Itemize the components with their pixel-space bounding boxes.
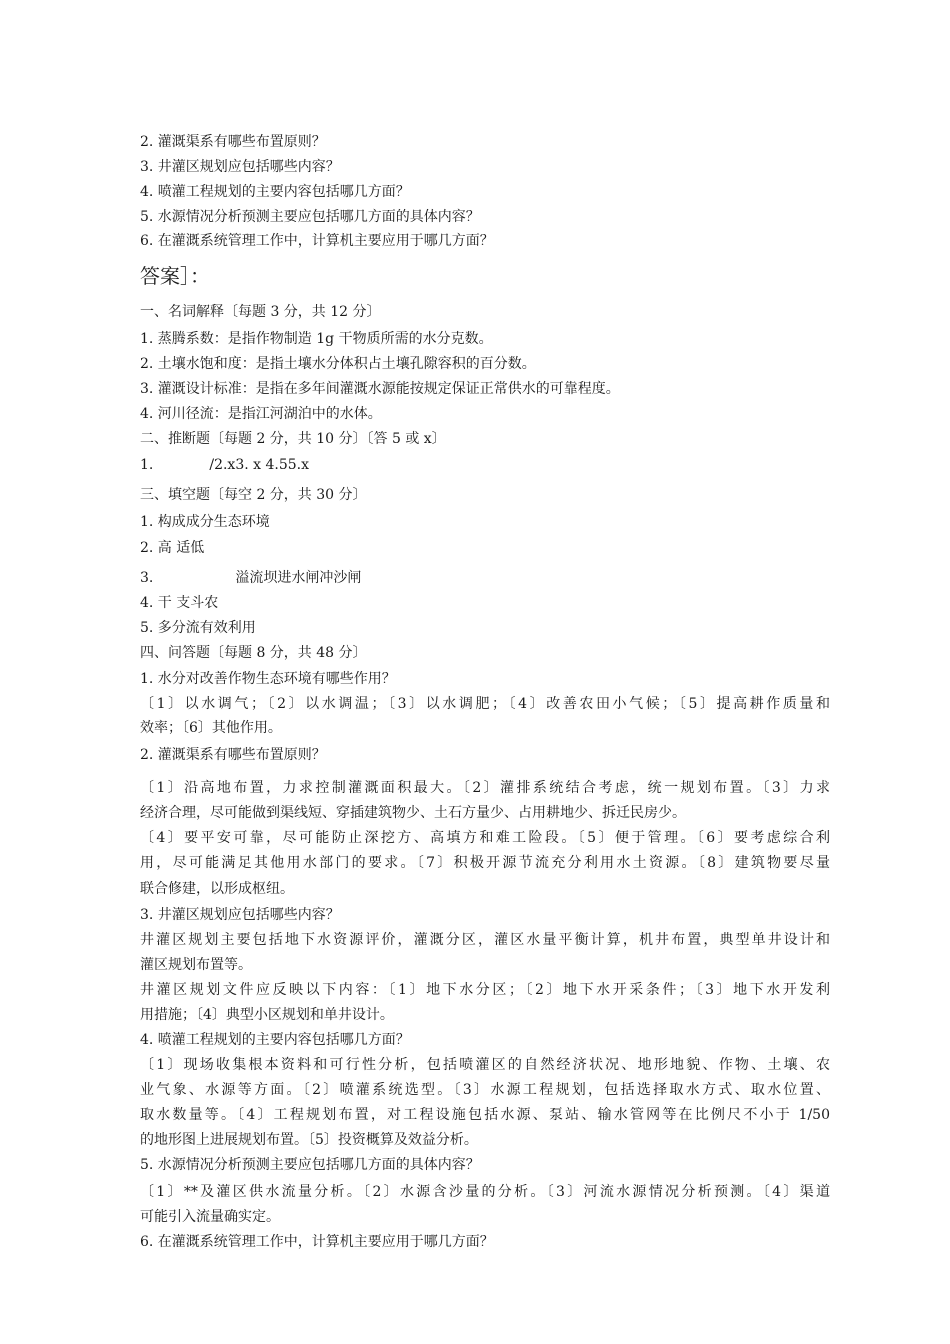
section-4-title: 四、问答题〔每题 8 分，共 48 分〕: [140, 645, 367, 661]
qa-answer-5-line: 可能引入流量确实定。: [140, 1209, 280, 1225]
question-6: 6. 在灌溉系统管理工作中，计算机主要应用于哪几方面？: [140, 233, 494, 249]
term-2: 2. 土壤水饱和度：是指土壤水分体积占土壤孔隙容积的百分数。: [140, 356, 536, 372]
qa-answer-3-line: 用措施；〔4〕典型小区规划和单井设计。: [140, 1007, 394, 1023]
fill-answer-3-text: 溢流坝进水闸冲沙闸: [235, 570, 362, 586]
fill-answer-3-number: 3.: [140, 570, 154, 586]
term-3: 3. 灌溉设计标准：是指在多年间灌溉水源能按规定保证正常供水的可靠程度。: [140, 381, 620, 397]
question-4: 4. 喷灌工程规划的主要内容包括哪几方面？: [140, 184, 410, 200]
qa-answer-2-line: 〔4〕要平安可靠，尽可能防止深挖方、高填方和难工险段。〔5〕便于管理。〔6〕要考虑综合利: [140, 830, 830, 846]
qa-answer-2-line: 〔1〕沿高地布置，力求控制灌溉面积最大。〔2〕灌排系统结合考虑，统一规划布置。〔3〕力求: [140, 780, 830, 796]
qa-answer-4-line: 〔1〕现场收集根本资料和可行性分析，包括喷灌区的自然经济状况、地形地貌、作物、土壤、农: [140, 1057, 830, 1073]
qa-question-6: 6. 在灌溉系统管理工作中，计算机主要应用于哪几方面？: [140, 1234, 494, 1250]
question-3: 3. 井灌区规划应包括哪些内容？: [140, 159, 340, 175]
qa-answer-1-line: 效率；〔6〕其他作用。: [140, 720, 282, 736]
qa-question-5: 5. 水源情况分析预测主要应包括哪几方面的具体内容？: [140, 1157, 480, 1173]
term-4: 4. 河川径流：是指江河湖泊中的水体。: [140, 406, 382, 422]
qa-answer-5-line: 〔1〕**及灌区供水流量分析。〔2〕水源含沙量的分析。〔3〕河流水源情况分析预测。〔4〕渠道: [140, 1184, 830, 1200]
qa-answer-4-line: 业气象、水源等方面。〔2〕喷灌系统选型。〔3〕水源工程规划，包括选择取水方式、取水位置、: [140, 1082, 830, 1098]
section-1-title: 一、名词解释〔每题 3 分，共 12 分〕: [140, 304, 381, 320]
term-1: 1. 蒸腾系数：是指作物制造 1g 干物质所需的水分克数。: [140, 331, 493, 347]
qa-question-2: 2. 灌溉渠系有哪些布置原则？: [140, 747, 326, 763]
judgement-answers: [140, 455, 830, 475]
fill-answer-4: 4. 干 支斗农: [140, 595, 219, 611]
qa-answer-1-line: 〔1〕以水调气；〔2〕以水调温；〔3〕以水调肥；〔4〕改善农田小气候；〔5〕提高耕作质量和: [140, 696, 830, 712]
judgement-number: 1.: [140, 457, 154, 473]
fill-answer-1: 1. 构成成分生态环境: [140, 514, 270, 530]
section-2-title: 二、推断题〔每题 2 分，共 10 分〕〔答 5 或 x〕: [140, 431, 446, 447]
question-2: 2. 灌溉渠系有哪些布置原则？: [140, 134, 326, 150]
qa-question-4: 4. 喷灌工程规划的主要内容包括哪几方面？: [140, 1032, 410, 1048]
answer-heading: 答案］：: [140, 264, 210, 288]
judgement-text: /2.x3. x 4.55.x: [209, 457, 309, 473]
qa-answer-3-line: 井灌区规划文件应反映以下内容：〔1〕地下水分区；〔2〕地下水开采条件；〔3〕地下水开发利: [140, 982, 830, 998]
qa-answer-3-line: 井灌区规划主要包括地下水资源评价，灌溉分区，灌区水量平衡计算，机井布置，典型单井设计和: [140, 932, 830, 948]
qa-question-3: 3. 井灌区规划应包括哪些内容？: [140, 907, 340, 923]
qa-answer-4-line: 取水数量等。〔4〕工程规划布置，对工程设施包括水源、泵站、输水管网等在比例尺不小于 1/50: [140, 1107, 830, 1123]
fill-answer-5: 5. 多分流有效利用: [140, 620, 256, 636]
fill-answer-3: [140, 568, 830, 588]
qa-question-1: 1. 水分对改善作物生态环境有哪些作用？: [140, 671, 396, 687]
question-5: 5. 水源情况分析预测主要应包括哪几方面的具体内容？: [140, 209, 480, 225]
qa-answer-2-line: 经济合理，尽可能做到渠线短、穿插建筑物少、土石方量少、占用耕地少、拆迁民房少。: [140, 805, 686, 821]
qa-answer-3-line: 灌区规划布置等。: [140, 957, 252, 973]
qa-answer-2-line: 用，尽可能满足其他用水部门的要求。〔7〕积极开源节流充分利用水土资源。〔8〕建筑物要尽量: [140, 855, 830, 871]
qa-answer-2-line: 联合修建，以形成枢纽。: [140, 881, 294, 897]
section-3-title: 三、填空题〔每空 2 分，共 30 分〕: [140, 487, 367, 503]
fill-answer-2: 2. 高 适低: [140, 540, 205, 556]
qa-answer-4-line: 的地形图上进展规划布置。〔5〕投资概算及效益分析。: [140, 1132, 478, 1148]
